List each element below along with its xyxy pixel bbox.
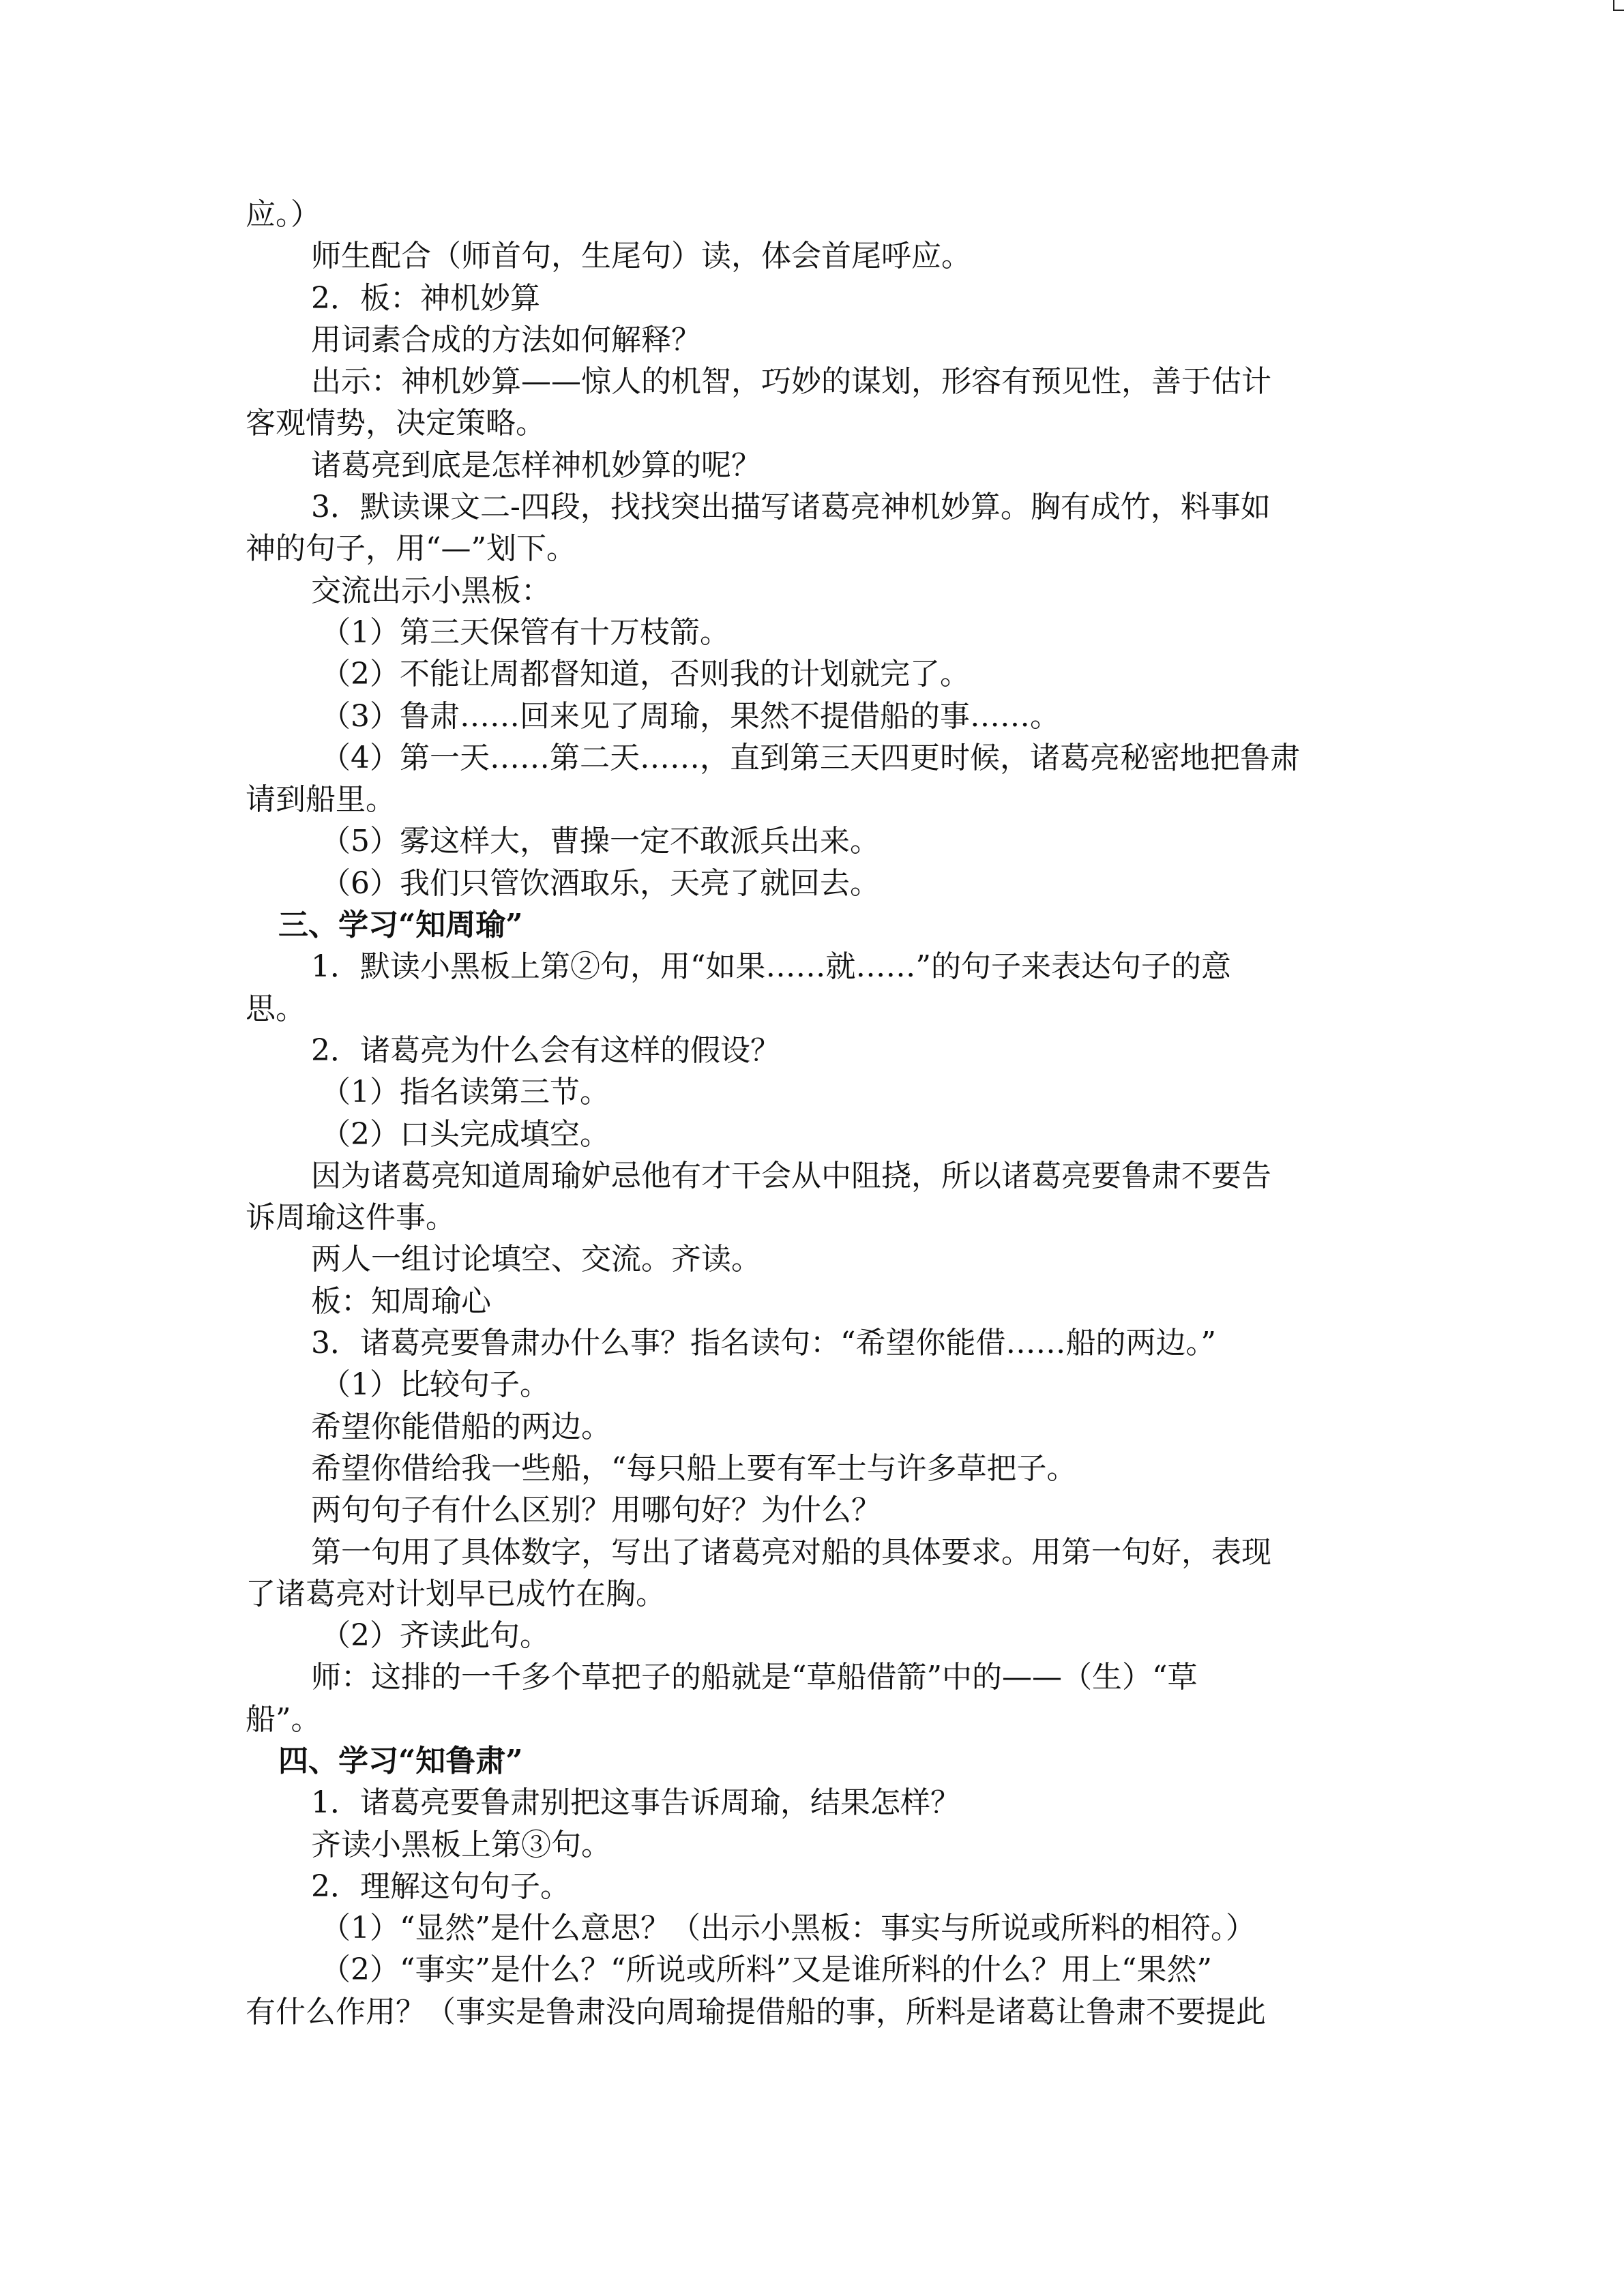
text-line: 应。）: [246, 197, 321, 232]
text-line: （1）指名读第三节。: [321, 1075, 610, 1110]
text-line: （2）不能让周都督知道，否则我的计划就完了。: [321, 657, 970, 692]
text-line: 诸葛亮到底是怎样神机妙算的呢？: [311, 447, 761, 483]
text-line: （6）我们只管饮酒取乐，天亮了就回去。: [321, 865, 880, 901]
text-line: 第一句用了具体数字，写出了诸葛亮对船的具体要求。用第一句好，表现: [311, 1534, 1271, 1570]
text-line: 神的句子，用“—”划下。: [246, 531, 576, 567]
text-line: 齐读小黑板上第③句。: [311, 1827, 611, 1862]
text-line: 有什么作用？（事实是鲁肃没向周瑜提借船的事，所料是诸葛让鲁肃不要提此: [246, 1994, 1266, 2029]
text-line: 两人一组讨论填空、交流。齐读。: [311, 1242, 761, 1277]
text-line: （5）雾这样大，曹操一定不敢派兵出来。: [321, 824, 880, 859]
text-line: 1．默读小黑板上第②句，用“如果……就……”的句子来表达句子的意: [311, 949, 1231, 985]
text-line: （1）“显然”是什么意思？（出示小黑板：事实与所说或所料的相符。）: [321, 1911, 1256, 1946]
text-line: 船”。: [246, 1701, 321, 1737]
text-line: 板：知周瑜心: [311, 1283, 491, 1319]
text-line: （2）齐读此句。: [321, 1618, 550, 1654]
text-line: 客观情势，决定策略。: [246, 406, 546, 441]
document-page: [246, 194, 1378, 2033]
text-line: （2）口头完成填空。: [321, 1116, 610, 1152]
text-line: 出示：神机妙算——惊人的机智，巧妙的谋划，形容有预见性，善于估计: [311, 364, 1271, 400]
text-line: 因为诸葛亮知道周瑜妒忌他有才干会从中阻挠，所以诸葛亮要鲁肃不要告: [311, 1158, 1271, 1193]
text-line: 两句句子有什么区别？用哪句好？为什么？: [311, 1493, 881, 1528]
text-line: （4）第一天……第二天……，直到第三天四更时候，诸葛亮秘密地把鲁肃: [321, 740, 1300, 775]
text-line: 师生配合（师首句，生尾句）读，体会首尾呼应。: [311, 239, 971, 274]
text-line: （3）鲁肃……回来见了周瑜，果然不提借船的事……。: [321, 698, 1060, 734]
text-line: 3．诸葛亮要鲁肃办什么事？指名读句：“希望你能借……船的两边。”: [311, 1326, 1216, 1361]
text-line: （1）第三天保管有十万枝箭。: [321, 614, 730, 650]
text-line: 请到船里。: [246, 782, 396, 818]
text-line: （1）比较句子。: [321, 1367, 550, 1403]
text-line: 2．板：神机妙算: [311, 280, 540, 316]
page-corner-mark: [1613, 0, 1624, 11]
section-heading: 四、学习“知鲁肃”: [278, 1743, 523, 1778]
text-line: 希望你借给我一些船，“每只船上要有军士与许多草把子。: [311, 1450, 1077, 1486]
text-line: 2．诸葛亮为什么会有这样的假设？: [311, 1032, 780, 1068]
text-line: 用词素合成的方法如何解释？: [311, 322, 701, 357]
text-line: 师：这排的一千多个草把子的船就是“草船借箭”中的——（生）“草: [311, 1660, 1198, 1695]
text-line: （2）“事实”是什么？“所说或所料”又是谁所料的什么？用上“果然”: [321, 1952, 1212, 1988]
text-line: 诉周瑜这件事。: [246, 1200, 456, 1236]
text-line: 1．诸葛亮要鲁肃别把这事告诉周瑜，结果怎样？: [311, 1785, 960, 1821]
text-line: 3．默读课文二-四段，找找突出描写诸葛亮神机妙算。胸有成竹，料事如: [311, 490, 1271, 525]
section-heading: 三、学习“知周瑜”: [278, 908, 523, 943]
text-line: 2．理解这句句子。: [311, 1868, 570, 1904]
text-line: 思。: [246, 991, 306, 1026]
text-line: 交流出示小黑板：: [311, 573, 551, 608]
text-line: 了诸葛亮对计划早已成竹在胸。: [246, 1576, 666, 1611]
text-line: 希望你能借船的两边。: [311, 1409, 611, 1444]
